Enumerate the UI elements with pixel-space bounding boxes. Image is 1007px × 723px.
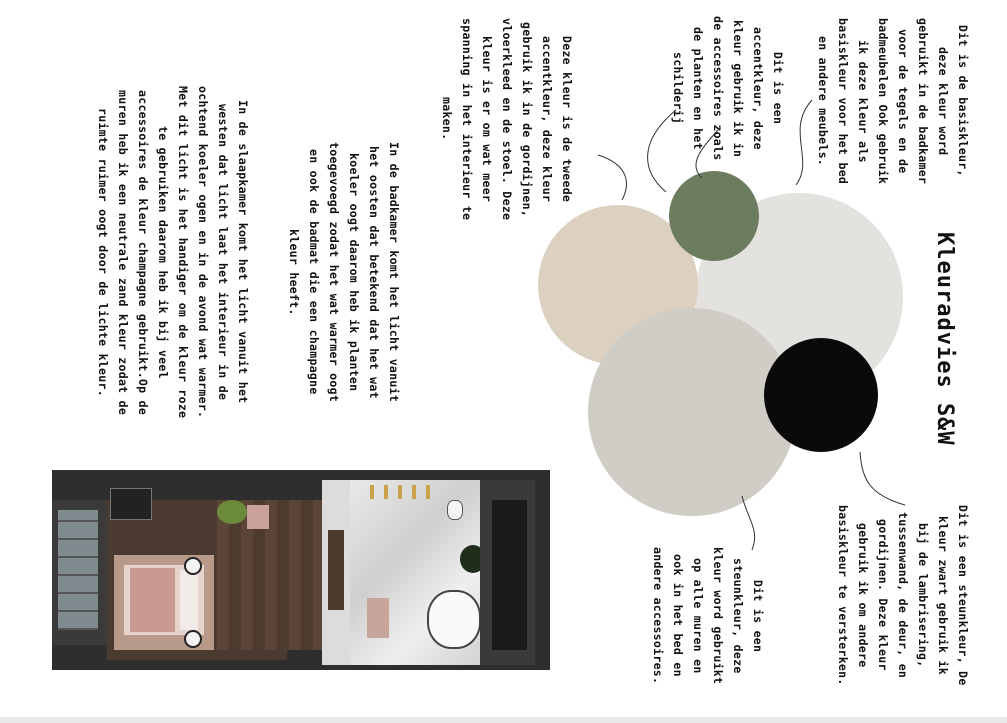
annotation-accent-green: Dit is een accentkleur, deze kleur gebruik ik in de accessoires zoals de planten en het schilderij <box>671 16 785 161</box>
annotation-steun-black: Dit is een steunkleur, De kleur zwart gebruik ik bij de lambrisering, tussenwand, de deur, en gordijnen. Deze kleur gebruik ik om andere basiskleur te versterken. <box>836 505 970 686</box>
bath-mat <box>367 598 389 638</box>
floor-plan-image <box>52 470 550 670</box>
nightstand-lamp-bottom <box>184 630 202 648</box>
swatch-sand-grey <box>588 308 796 516</box>
toilet <box>447 500 463 520</box>
swatch-black <box>764 338 878 452</box>
annotation-basis: Dit is de basiskleur, deze kleur word gebruikt in de badkamer voor de tegels en de badmeubelen Ook gebruik ik deze kleur als basiskleur voor het bed en andere meubels. <box>816 18 970 185</box>
window-frames <box>58 510 98 630</box>
plant-bedroom <box>217 500 247 524</box>
bed-pillows <box>180 570 198 630</box>
annotation-slaapkamer: In de slaapkamer komt het licht vanuit het westen dat licht laat het interieur in de ochtend koeler ogen en in de avond wat warmer. Met dit licht is het handiger om de kleur roze te gebruiken daarom heb ik bij veel accessoires de kleur champagne gebruikt.Op de muren heb ik een neutrale zand kleur zodat de ruimte ruimer oogt door de lichte kleur. <box>96 86 250 419</box>
shower-inner <box>492 500 527 650</box>
page-title: Kleuradvies S&W <box>932 232 957 446</box>
bed-blanket <box>130 568 175 632</box>
divider-wall-inner <box>328 530 344 610</box>
desk <box>110 488 152 520</box>
bathtub <box>427 590 481 649</box>
nightstand-lamp-top <box>184 557 202 575</box>
gold-fixtures <box>370 485 430 499</box>
annotation-badkamer: In de badkamer komt het licht vanuit het oosten dat betekend dat het wat koeler oogt daarom heb ik planten toegevoegd zodat het wat warmer oogt en ook de badmat die een champagne kleur heeft. <box>287 142 401 403</box>
bottom-bar <box>0 717 1007 723</box>
swatch-green <box>669 171 759 261</box>
annotation-steun-grey: Dit is een steunkleur, deze kleur word gebruikt op alle muren en ook in het bed en andere accessoires. <box>651 547 765 685</box>
chair-pink <box>247 505 269 529</box>
annotation-accent-champagne: Deze kleur is de tweede accentkleur, deze kleur gebruik ik in de gordijnen, vloerkleed en de stoel. Deze kleur is er om wat meer spanning in het interieur te maken. <box>440 18 574 221</box>
